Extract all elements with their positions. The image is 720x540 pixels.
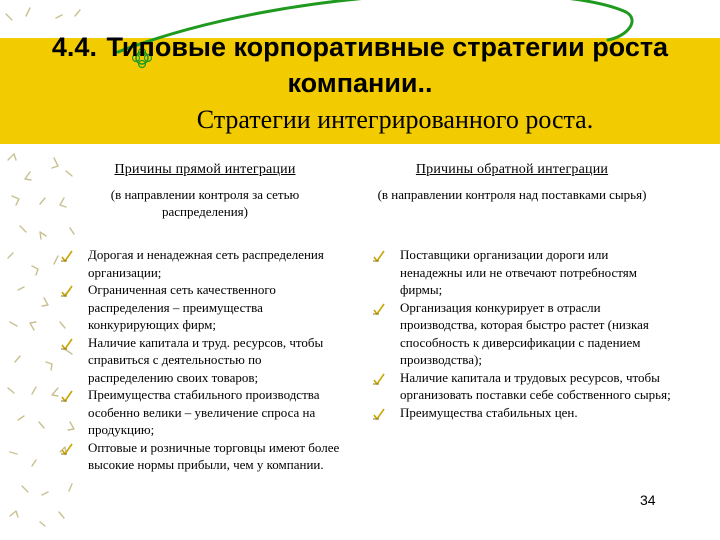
- tick-bullet-icon: [60, 284, 74, 298]
- tick-bullet-icon: [60, 389, 74, 403]
- list-item-text: Наличие капитала и труд. ресурсов, чтобы справиться с деятельностью по распределению своих товаров;: [88, 334, 324, 385]
- list-item-text: Дорогая и ненадежная сеть распределения организации;: [88, 247, 324, 280]
- list-item: [400, 369, 672, 404]
- list-item: [88, 439, 350, 474]
- tick-bullet-icon: [372, 302, 386, 316]
- list-item: [88, 246, 350, 281]
- left-column-subheading: (в направлении контроля за сетью распределения): [110, 187, 300, 219]
- tick-bullet-icon: [372, 249, 386, 263]
- left-column-heading: Причины прямой интеграции: [114, 162, 296, 177]
- tick-bullet-icon: [60, 442, 74, 456]
- list-item: [400, 246, 672, 299]
- left-column-header: [80, 162, 330, 220]
- title-number: 4.4.: [51, 32, 97, 62]
- right-column-heading: Причины обратной интеграции: [415, 162, 609, 177]
- page-number: 34: [640, 492, 656, 508]
- list-item-text: Поставщики организации дороги или ненадежны или не отвечают потребностям фирмы;: [400, 247, 637, 297]
- slide-title-line1: [0, 32, 720, 63]
- right-column-header: [362, 162, 662, 203]
- tick-bullet-icon: [372, 407, 386, 421]
- slide-title-line2: компании..: [287, 68, 433, 98]
- list-item: [400, 404, 672, 422]
- list-item-text: Оптовые и розничные торговцы имеют более высокие нормы прибыли, чем у компании.: [88, 439, 340, 472]
- tick-bullet-icon: [60, 337, 74, 351]
- slide-subtitle: Стратегии интегрированного роста.: [196, 105, 594, 134]
- list-item-text: Преимущества стабильных цен.: [400, 404, 578, 420]
- right-column-subheading: (в направлении контроля над поставками сырья): [377, 187, 647, 202]
- tick-bullet-icon: [372, 372, 386, 386]
- list-item: [88, 281, 350, 334]
- list-item: [88, 334, 350, 387]
- list-item-text: Организация конкурирует в отрасли производства, которая быстро растет (низкая способность к диверсификации с падением производства);: [400, 299, 649, 367]
- left-bullet-list: [88, 246, 350, 474]
- list-item-text: Ограниченная сеть качественного распределения – преимущества конкурирующих фирм;: [88, 282, 276, 332]
- list-item: [88, 386, 350, 439]
- list-item: [400, 299, 672, 369]
- tick-bullet-icon: [60, 249, 74, 263]
- right-bullet-list: [400, 246, 672, 421]
- title-text: Типовые корпоративные стратегии роста: [106, 32, 669, 62]
- list-item-text: Наличие капитала и трудовых ресурсов, чтобы организовать поставки себе собственного сырья;: [400, 369, 671, 402]
- list-item-text: Преимущества стабильного производства особенно велики – увеличение спроса на продукцию;: [88, 387, 320, 437]
